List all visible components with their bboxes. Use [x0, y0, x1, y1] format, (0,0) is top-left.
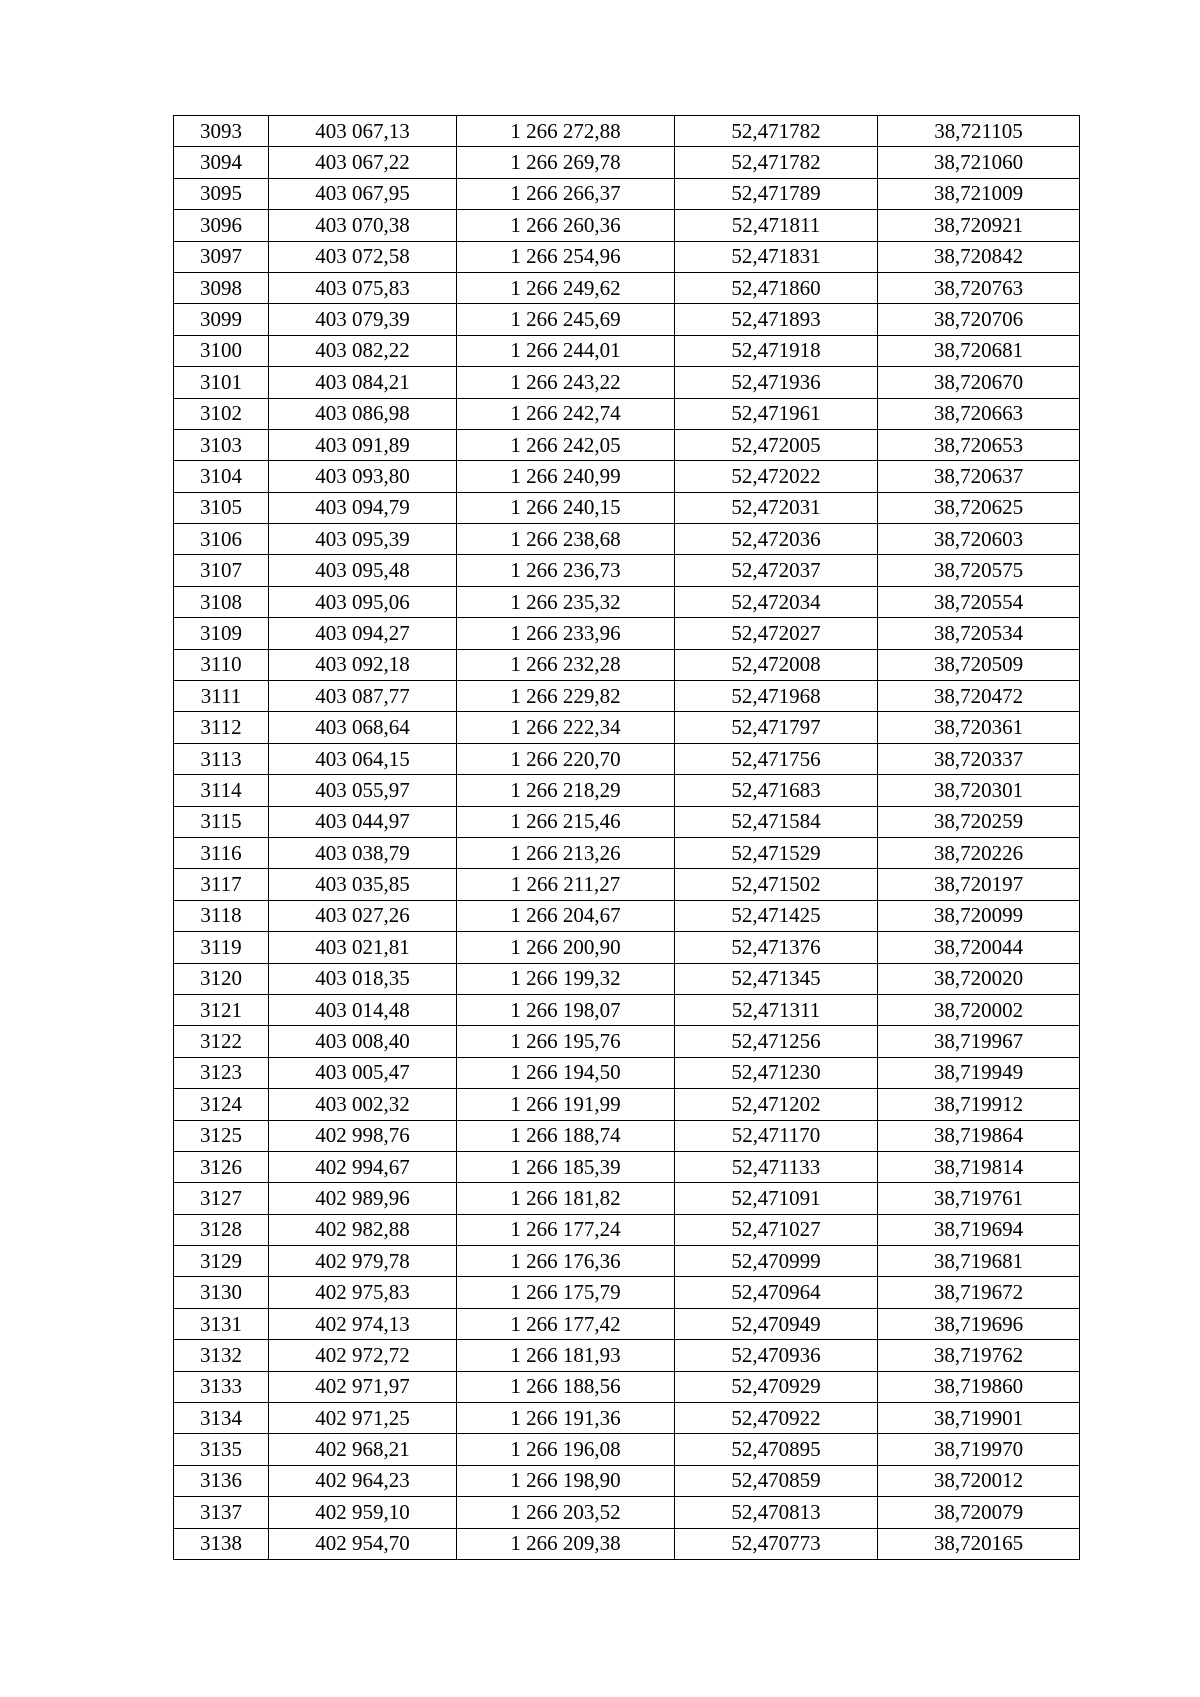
longitude-cell: 38,720603 [878, 524, 1080, 555]
longitude-cell: 38,720681 [878, 335, 1080, 366]
table-row [174, 367, 1080, 398]
y-coordinate-cell: 1 266 203,52 [457, 1497, 675, 1528]
longitude-cell: 38,720197 [878, 869, 1080, 900]
x-coordinate-cell: 403 072,58 [269, 241, 457, 272]
latitude-cell: 52,471936 [675, 367, 878, 398]
latitude-cell: 52,471782 [675, 147, 878, 178]
latitude-cell: 52,472005 [675, 429, 878, 460]
y-coordinate-cell: 1 266 177,42 [457, 1308, 675, 1339]
latitude-cell: 52,471831 [675, 241, 878, 272]
latitude-cell: 52,471529 [675, 837, 878, 868]
x-coordinate-cell: 402 959,10 [269, 1497, 457, 1528]
point-number-cell: 3103 [174, 429, 269, 460]
x-coordinate-cell: 403 067,95 [269, 178, 457, 209]
point-number-cell: 3132 [174, 1340, 269, 1371]
x-coordinate-cell: 403 027,26 [269, 900, 457, 931]
y-coordinate-cell: 1 266 204,67 [457, 900, 675, 931]
point-number-cell: 3127 [174, 1183, 269, 1214]
point-number-cell: 3097 [174, 241, 269, 272]
y-coordinate-cell: 1 266 242,74 [457, 398, 675, 429]
latitude-cell: 52,470929 [675, 1371, 878, 1402]
longitude-cell: 38,719912 [878, 1089, 1080, 1120]
x-coordinate-cell: 402 979,78 [269, 1246, 457, 1277]
y-coordinate-cell: 1 266 235,32 [457, 586, 675, 617]
x-coordinate-cell: 403 094,27 [269, 618, 457, 649]
y-coordinate-cell: 1 266 260,36 [457, 210, 675, 241]
latitude-cell: 52,470936 [675, 1340, 878, 1371]
point-number-cell: 3129 [174, 1246, 269, 1277]
table-row [174, 1214, 1080, 1245]
table-row [174, 335, 1080, 366]
y-coordinate-cell: 1 266 200,90 [457, 932, 675, 963]
latitude-cell: 52,472034 [675, 586, 878, 617]
point-number-cell: 3096 [174, 210, 269, 241]
latitude-cell: 52,471683 [675, 775, 878, 806]
longitude-cell: 38,720301 [878, 775, 1080, 806]
table-row [174, 1057, 1080, 1088]
table-row [174, 743, 1080, 774]
table-row [174, 869, 1080, 900]
longitude-cell: 38,720663 [878, 398, 1080, 429]
y-coordinate-cell: 1 266 240,15 [457, 492, 675, 523]
x-coordinate-cell: 403 095,48 [269, 555, 457, 586]
y-coordinate-cell: 1 266 215,46 [457, 806, 675, 837]
point-number-cell: 3110 [174, 649, 269, 680]
point-number-cell: 3094 [174, 147, 269, 178]
point-number-cell: 3102 [174, 398, 269, 429]
latitude-cell: 52,471345 [675, 963, 878, 994]
point-number-cell: 3108 [174, 586, 269, 617]
table-row [174, 1277, 1080, 1308]
table-row [174, 1183, 1080, 1214]
x-coordinate-cell: 402 964,23 [269, 1465, 457, 1496]
y-coordinate-cell: 1 266 232,28 [457, 649, 675, 680]
table-row [174, 429, 1080, 460]
y-coordinate-cell: 1 266 242,05 [457, 429, 675, 460]
x-coordinate-cell: 403 021,81 [269, 932, 457, 963]
y-coordinate-cell: 1 266 194,50 [457, 1057, 675, 1088]
table-row [174, 1246, 1080, 1277]
y-coordinate-cell: 1 266 175,79 [457, 1277, 675, 1308]
longitude-cell: 38,720012 [878, 1465, 1080, 1496]
longitude-cell: 38,721009 [878, 178, 1080, 209]
y-coordinate-cell: 1 266 249,62 [457, 272, 675, 303]
longitude-cell: 38,719696 [878, 1308, 1080, 1339]
table-row [174, 963, 1080, 994]
table-row [174, 681, 1080, 712]
y-coordinate-cell: 1 266 213,26 [457, 837, 675, 868]
point-number-cell: 3100 [174, 335, 269, 366]
table-row [174, 1340, 1080, 1371]
latitude-cell: 52,471425 [675, 900, 878, 931]
x-coordinate-cell: 403 038,79 [269, 837, 457, 868]
latitude-cell: 52,472022 [675, 461, 878, 492]
y-coordinate-cell: 1 266 196,08 [457, 1434, 675, 1465]
longitude-cell: 38,719970 [878, 1434, 1080, 1465]
x-coordinate-cell: 403 094,79 [269, 492, 457, 523]
table-row [174, 524, 1080, 555]
latitude-cell: 52,472031 [675, 492, 878, 523]
y-coordinate-cell: 1 266 218,29 [457, 775, 675, 806]
longitude-cell: 38,720472 [878, 681, 1080, 712]
latitude-cell: 52,471968 [675, 681, 878, 712]
point-number-cell: 3128 [174, 1214, 269, 1245]
table-row [174, 1089, 1080, 1120]
x-coordinate-cell: 403 086,98 [269, 398, 457, 429]
longitude-cell: 38,720044 [878, 932, 1080, 963]
point-number-cell: 3137 [174, 1497, 269, 1528]
y-coordinate-cell: 1 266 244,01 [457, 335, 675, 366]
y-coordinate-cell: 1 266 191,99 [457, 1089, 675, 1120]
longitude-cell: 38,721060 [878, 147, 1080, 178]
x-coordinate-cell: 403 035,85 [269, 869, 457, 900]
x-coordinate-cell: 402 971,25 [269, 1403, 457, 1434]
y-coordinate-cell: 1 266 209,38 [457, 1528, 675, 1559]
table-row [174, 1026, 1080, 1057]
latitude-cell: 52,471133 [675, 1151, 878, 1182]
point-number-cell: 3118 [174, 900, 269, 931]
point-number-cell: 3120 [174, 963, 269, 994]
latitude-cell: 52,471782 [675, 116, 878, 147]
latitude-cell: 52,472008 [675, 649, 878, 680]
x-coordinate-cell: 403 087,77 [269, 681, 457, 712]
table-row [174, 900, 1080, 931]
x-coordinate-cell: 403 002,32 [269, 1089, 457, 1120]
latitude-cell: 52,470859 [675, 1465, 878, 1496]
latitude-cell: 52,471256 [675, 1026, 878, 1057]
latitude-cell: 52,471170 [675, 1120, 878, 1151]
y-coordinate-cell: 1 266 220,70 [457, 743, 675, 774]
latitude-cell: 52,472037 [675, 555, 878, 586]
table-row [174, 492, 1080, 523]
longitude-cell: 38,720361 [878, 712, 1080, 743]
x-coordinate-cell: 402 972,72 [269, 1340, 457, 1371]
longitude-cell: 38,719901 [878, 1403, 1080, 1434]
point-number-cell: 3121 [174, 994, 269, 1025]
point-number-cell: 3125 [174, 1120, 269, 1151]
table-row [174, 618, 1080, 649]
table-row [174, 994, 1080, 1025]
y-coordinate-cell: 1 266 243,22 [457, 367, 675, 398]
longitude-cell: 38,720921 [878, 210, 1080, 241]
point-number-cell: 3117 [174, 869, 269, 900]
longitude-cell: 38,720509 [878, 649, 1080, 680]
x-coordinate-cell: 403 018,35 [269, 963, 457, 994]
latitude-cell: 52,471230 [675, 1057, 878, 1088]
x-coordinate-cell: 402 989,96 [269, 1183, 457, 1214]
point-number-cell: 3101 [174, 367, 269, 398]
point-number-cell: 3095 [174, 178, 269, 209]
table-row [174, 1371, 1080, 1402]
point-number-cell: 3109 [174, 618, 269, 649]
x-coordinate-cell: 402 975,83 [269, 1277, 457, 1308]
longitude-cell: 38,719672 [878, 1277, 1080, 1308]
point-number-cell: 3119 [174, 932, 269, 963]
longitude-cell: 38,719762 [878, 1340, 1080, 1371]
table-row [174, 586, 1080, 617]
longitude-cell: 38,720670 [878, 367, 1080, 398]
point-number-cell: 3107 [174, 555, 269, 586]
y-coordinate-cell: 1 266 181,82 [457, 1183, 675, 1214]
latitude-cell: 52,470773 [675, 1528, 878, 1559]
latitude-cell: 52,470895 [675, 1434, 878, 1465]
latitude-cell: 52,470813 [675, 1497, 878, 1528]
x-coordinate-cell: 403 079,39 [269, 304, 457, 335]
point-number-cell: 3105 [174, 492, 269, 523]
x-coordinate-cell: 403 070,38 [269, 210, 457, 241]
y-coordinate-cell: 1 266 181,93 [457, 1340, 675, 1371]
x-coordinate-cell: 402 994,67 [269, 1151, 457, 1182]
x-coordinate-cell: 402 968,21 [269, 1434, 457, 1465]
x-coordinate-cell: 403 068,64 [269, 712, 457, 743]
latitude-cell: 52,471797 [675, 712, 878, 743]
y-coordinate-cell: 1 266 266,37 [457, 178, 675, 209]
table-row [174, 178, 1080, 209]
latitude-cell: 52,470964 [675, 1277, 878, 1308]
table-row [174, 1434, 1080, 1465]
y-coordinate-cell: 1 266 188,56 [457, 1371, 675, 1402]
longitude-cell: 38,720079 [878, 1497, 1080, 1528]
latitude-cell: 52,470922 [675, 1403, 878, 1434]
point-number-cell: 3099 [174, 304, 269, 335]
latitude-cell: 52,471376 [675, 932, 878, 963]
x-coordinate-cell: 403 067,13 [269, 116, 457, 147]
table-row [174, 712, 1080, 743]
table-row [174, 1403, 1080, 1434]
table-row [174, 649, 1080, 680]
x-coordinate-cell: 403 091,89 [269, 429, 457, 460]
longitude-cell: 38,720554 [878, 586, 1080, 617]
point-number-cell: 3135 [174, 1434, 269, 1465]
y-coordinate-cell: 1 266 185,39 [457, 1151, 675, 1182]
latitude-cell: 52,470999 [675, 1246, 878, 1277]
table-row [174, 1528, 1080, 1559]
latitude-cell: 52,471311 [675, 994, 878, 1025]
longitude-cell: 38,719761 [878, 1183, 1080, 1214]
point-number-cell: 3106 [174, 524, 269, 555]
table-row [174, 461, 1080, 492]
longitude-cell: 38,721105 [878, 116, 1080, 147]
y-coordinate-cell: 1 266 272,88 [457, 116, 675, 147]
longitude-cell: 38,720534 [878, 618, 1080, 649]
point-number-cell: 3130 [174, 1277, 269, 1308]
longitude-cell: 38,720165 [878, 1528, 1080, 1559]
y-coordinate-cell: 1 266 195,76 [457, 1026, 675, 1057]
y-coordinate-cell: 1 266 236,73 [457, 555, 675, 586]
latitude-cell: 52,471202 [675, 1089, 878, 1120]
longitude-cell: 38,720575 [878, 555, 1080, 586]
longitude-cell: 38,720099 [878, 900, 1080, 931]
y-coordinate-cell: 1 266 254,96 [457, 241, 675, 272]
latitude-cell: 52,471091 [675, 1183, 878, 1214]
longitude-cell: 38,720706 [878, 304, 1080, 335]
point-number-cell: 3113 [174, 743, 269, 774]
latitude-cell: 52,472036 [675, 524, 878, 555]
point-number-cell: 3098 [174, 272, 269, 303]
point-number-cell: 3124 [174, 1089, 269, 1120]
longitude-cell: 38,720653 [878, 429, 1080, 460]
coordinates-table [173, 115, 1080, 1560]
y-coordinate-cell: 1 266 211,27 [457, 869, 675, 900]
longitude-cell: 38,719967 [878, 1026, 1080, 1057]
y-coordinate-cell: 1 266 191,36 [457, 1403, 675, 1434]
latitude-cell: 52,471756 [675, 743, 878, 774]
point-number-cell: 3115 [174, 806, 269, 837]
longitude-cell: 38,719949 [878, 1057, 1080, 1088]
x-coordinate-cell: 403 055,97 [269, 775, 457, 806]
table-row [174, 241, 1080, 272]
y-coordinate-cell: 1 266 188,74 [457, 1120, 675, 1151]
latitude-cell: 52,471027 [675, 1214, 878, 1245]
table-row [174, 398, 1080, 429]
y-coordinate-cell: 1 266 229,82 [457, 681, 675, 712]
y-coordinate-cell: 1 266 245,69 [457, 304, 675, 335]
coordinates-table-body [174, 116, 1080, 1560]
table-row [174, 210, 1080, 241]
longitude-cell: 38,720842 [878, 241, 1080, 272]
x-coordinate-cell: 403 044,97 [269, 806, 457, 837]
y-coordinate-cell: 1 266 238,68 [457, 524, 675, 555]
table-row [174, 116, 1080, 147]
longitude-cell: 38,720020 [878, 963, 1080, 994]
y-coordinate-cell: 1 266 240,99 [457, 461, 675, 492]
point-number-cell: 3131 [174, 1308, 269, 1339]
longitude-cell: 38,719860 [878, 1371, 1080, 1402]
x-coordinate-cell: 402 982,88 [269, 1214, 457, 1245]
x-coordinate-cell: 403 092,18 [269, 649, 457, 680]
point-number-cell: 3126 [174, 1151, 269, 1182]
x-coordinate-cell: 403 067,22 [269, 147, 457, 178]
longitude-cell: 38,719681 [878, 1246, 1080, 1277]
y-coordinate-cell: 1 266 177,24 [457, 1214, 675, 1245]
longitude-cell: 38,720625 [878, 492, 1080, 523]
point-number-cell: 3138 [174, 1528, 269, 1559]
point-number-cell: 3116 [174, 837, 269, 868]
table-row [174, 806, 1080, 837]
x-coordinate-cell: 403 082,22 [269, 335, 457, 366]
longitude-cell: 38,719694 [878, 1214, 1080, 1245]
x-coordinate-cell: 403 095,39 [269, 524, 457, 555]
point-number-cell: 3133 [174, 1371, 269, 1402]
x-coordinate-cell: 403 014,48 [269, 994, 457, 1025]
table-row [174, 1308, 1080, 1339]
point-number-cell: 3134 [174, 1403, 269, 1434]
longitude-cell: 38,719864 [878, 1120, 1080, 1151]
longitude-cell: 38,720337 [878, 743, 1080, 774]
table-row [174, 775, 1080, 806]
y-coordinate-cell: 1 266 198,07 [457, 994, 675, 1025]
y-coordinate-cell: 1 266 222,34 [457, 712, 675, 743]
latitude-cell: 52,471961 [675, 398, 878, 429]
table-row [174, 147, 1080, 178]
latitude-cell: 52,471893 [675, 304, 878, 335]
longitude-cell: 38,720259 [878, 806, 1080, 837]
point-number-cell: 3122 [174, 1026, 269, 1057]
x-coordinate-cell: 402 971,97 [269, 1371, 457, 1402]
table-row [174, 1151, 1080, 1182]
point-number-cell: 3104 [174, 461, 269, 492]
x-coordinate-cell: 402 954,70 [269, 1528, 457, 1559]
table-row [174, 555, 1080, 586]
table-row [174, 837, 1080, 868]
table-row [174, 272, 1080, 303]
x-coordinate-cell: 403 005,47 [269, 1057, 457, 1088]
y-coordinate-cell: 1 266 198,90 [457, 1465, 675, 1496]
latitude-cell: 52,471860 [675, 272, 878, 303]
x-coordinate-cell: 403 093,80 [269, 461, 457, 492]
point-number-cell: 3093 [174, 116, 269, 147]
point-number-cell: 3136 [174, 1465, 269, 1496]
y-coordinate-cell: 1 266 176,36 [457, 1246, 675, 1277]
table-row [174, 304, 1080, 335]
latitude-cell: 52,471811 [675, 210, 878, 241]
x-coordinate-cell: 403 095,06 [269, 586, 457, 617]
table-row [174, 932, 1080, 963]
latitude-cell: 52,471918 [675, 335, 878, 366]
x-coordinate-cell: 403 008,40 [269, 1026, 457, 1057]
point-number-cell: 3123 [174, 1057, 269, 1088]
latitude-cell: 52,471789 [675, 178, 878, 209]
x-coordinate-cell: 402 998,76 [269, 1120, 457, 1151]
table-row [174, 1120, 1080, 1151]
latitude-cell: 52,471584 [675, 806, 878, 837]
longitude-cell: 38,720002 [878, 994, 1080, 1025]
point-number-cell: 3111 [174, 681, 269, 712]
latitude-cell: 52,470949 [675, 1308, 878, 1339]
longitude-cell: 38,720637 [878, 461, 1080, 492]
y-coordinate-cell: 1 266 269,78 [457, 147, 675, 178]
x-coordinate-cell: 403 084,21 [269, 367, 457, 398]
x-coordinate-cell: 402 974,13 [269, 1308, 457, 1339]
longitude-cell: 38,720763 [878, 272, 1080, 303]
latitude-cell: 52,472027 [675, 618, 878, 649]
table-row [174, 1497, 1080, 1528]
point-number-cell: 3112 [174, 712, 269, 743]
longitude-cell: 38,720226 [878, 837, 1080, 868]
x-coordinate-cell: 403 075,83 [269, 272, 457, 303]
longitude-cell: 38,719814 [878, 1151, 1080, 1182]
latitude-cell: 52,471502 [675, 869, 878, 900]
y-coordinate-cell: 1 266 233,96 [457, 618, 675, 649]
y-coordinate-cell: 1 266 199,32 [457, 963, 675, 994]
table-row [174, 1465, 1080, 1496]
x-coordinate-cell: 403 064,15 [269, 743, 457, 774]
point-number-cell: 3114 [174, 775, 269, 806]
